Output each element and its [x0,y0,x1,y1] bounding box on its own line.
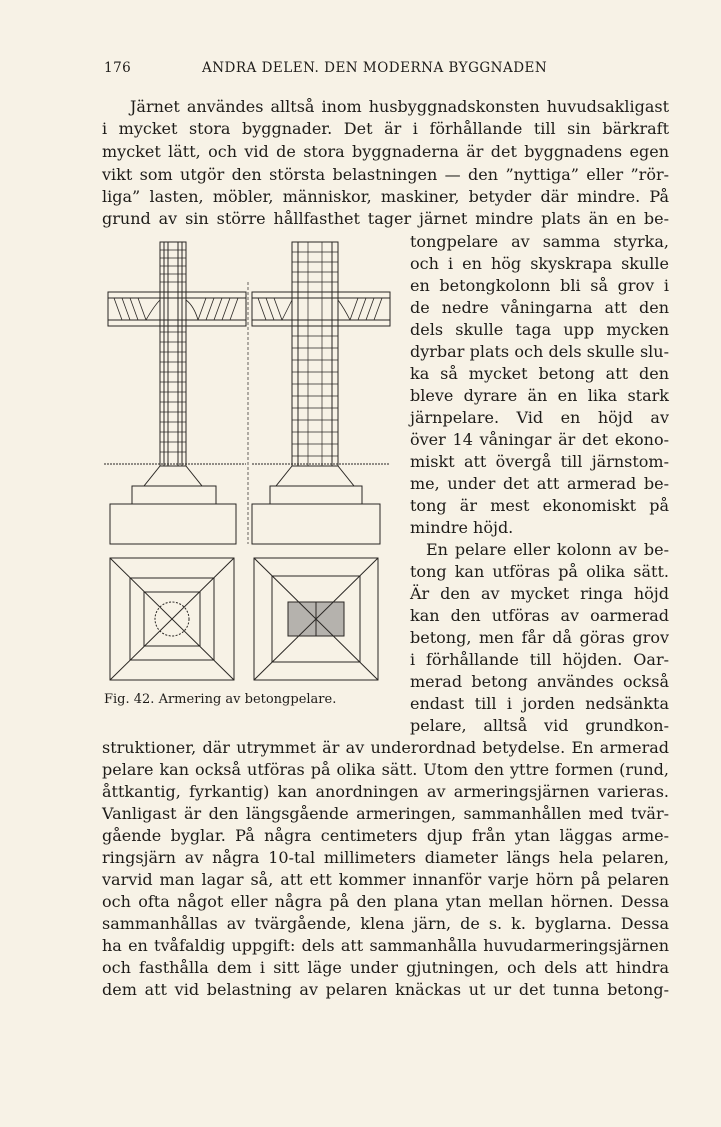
text-line: merad betong användes också [410,672,669,691]
text-line: betong, men får då göras grov [410,628,669,647]
text-line: dyrbar plats och dels skulle slu- [410,342,669,361]
figure-column-reinforcement [104,236,394,686]
text-line: ka så mycket betong att den [410,364,669,383]
text-line: varvid man lagar så, att ett kommer innanför varje hörn på pelaren [102,870,669,889]
text-line: dem att vid belastning av pelaren knäckas ut ur det tunna betong- [102,980,669,999]
text-line: tongpelare av samma styrka, [410,232,669,251]
text-line: ha en tvåfaldig uppgift: dels att sammanhålla huvudarmeringsjärnen [102,936,669,955]
text-line: sammanhållas av tvärgående, klena järn, de s. k. byglarna. Dessa [102,914,669,933]
text-line: mycket lätt, och vid de stora byggnaderna är det byggnadens egen [102,142,669,161]
text-line: en betongkolonn bli så grov i [410,276,669,295]
left-footing-lower [110,504,236,544]
text-line: vikt som utgör den största belastningen — den ”nyttiga” eller ”rör- [102,165,669,184]
right-footing-upper [270,486,362,504]
running-header [104,60,624,82]
text-line: i mycket stora byggnader. Det är i förhållande till sin bärkraft [102,119,669,138]
text-line: Järnet användes alltså inom husbyggnadskonsten huvudsakligast [130,97,669,116]
text-line: struktioner, där utrymmet är av underordnad betydelse. En armerad [102,738,669,757]
text-line: Vanligast är den längsgående armeringen, sammanhållen med tvär- [102,804,669,823]
text-line: i förhållande till höjden. Oar- [410,650,669,669]
text-line: de nedre våningarna att den [410,298,669,317]
text-line: gående byglar. På några centimeters djup från ytan läggas arme- [102,826,669,845]
left-floor-slab [108,292,246,326]
text-line: tong kan utföras på olika sätt. [410,562,669,581]
text-line: liga” lasten, möbler, människor, maskiner, betyder där mindre. På [102,187,669,206]
text-line: åttkantig, fyrkantig) kan anordningen av armeringsjärnen varieras. [102,782,669,801]
text-line: järnpelare. Vid en höjd av [410,408,669,427]
text-line: bleve dyrare än en lika stark [410,386,669,405]
text-line: endast till i jorden nedsänkta [410,694,669,713]
right-column-shaft [292,242,338,466]
text-line: miskt att övergå till järnstom- [410,452,669,471]
text-line: mindre höjd. [410,518,514,537]
column-drawing [104,236,394,686]
right-footing-lower [252,504,380,544]
text-line: Är den av mycket ringa höjd [410,584,669,603]
text-line: och i en hög skyskrapa skulle [410,254,669,273]
page-number: 176 [104,60,132,76]
text-line: ringsjärn av några 10-tal millimeters diameter längs hela pelaren, [102,848,669,867]
text-line: pelare, alltså vid grundkon- [410,716,669,735]
figure-caption: Fig. 42. Armering av betongpelare. [104,692,337,707]
text-line: tong är mest ekonomiskt på [410,496,669,515]
text-line: pelare kan också utföras på olika sätt. Utom den yttre formen (rund, [102,760,669,779]
text-line: grund av sin större hållfasthet tager järnet mindre plats än en be- [102,209,669,228]
text-line: kan den utföras av oarmerad [410,606,669,625]
text-line: me, under det att armerad be- [410,474,669,493]
text-line: och fasthålla dem i sitt läge under gjutningen, och dels att hindra [102,958,669,977]
text-line: En pelare eller kolonn av be- [426,540,669,559]
right-floor-slab [252,292,390,326]
text-line: och ofta något eller några på den plana ytan mellan hörnen. Dessa [102,892,669,911]
running-title: ANDRA DELEN. DEN MODERNA BYGGNADEN [202,60,548,76]
left-footing-upper [132,486,216,504]
text-line: dels skulle taga upp mycken [410,320,669,339]
text-line: över 14 våningar är det ekono- [410,430,669,449]
